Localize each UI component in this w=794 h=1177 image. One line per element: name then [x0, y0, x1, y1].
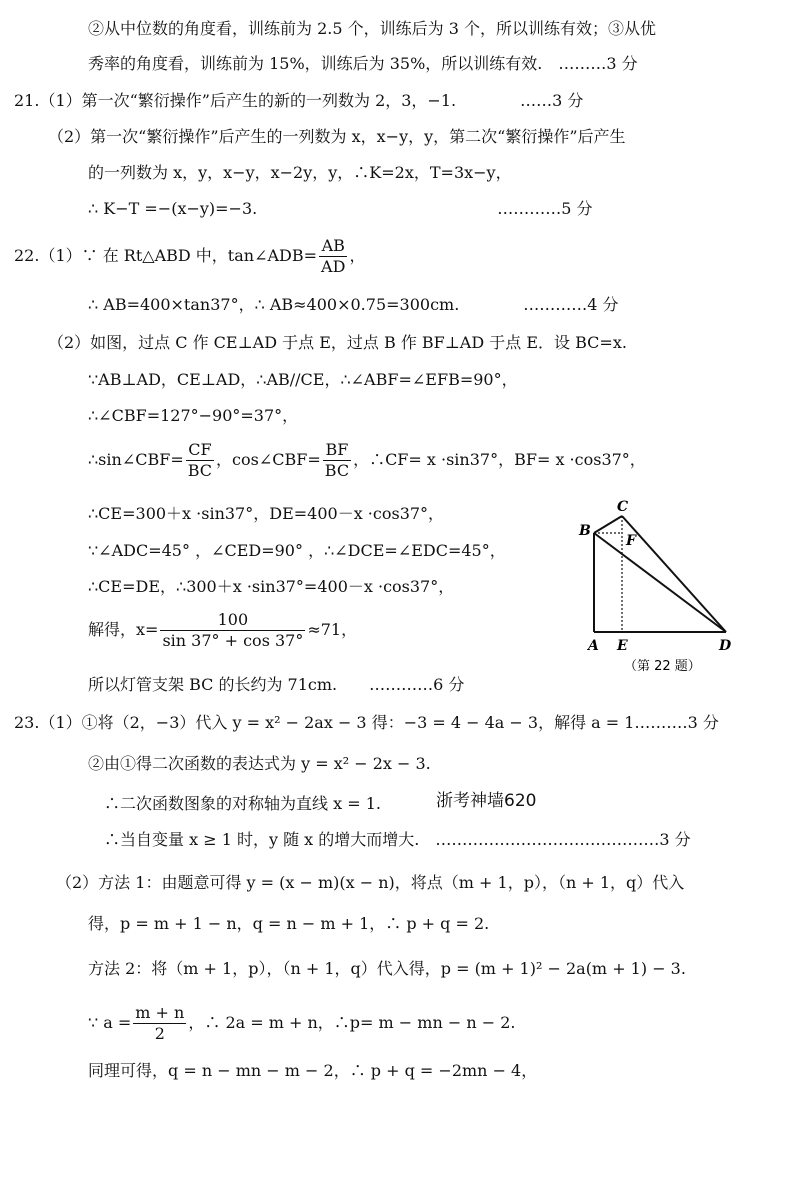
watermark-text: 浙考神墙620: [436, 791, 537, 811]
text-line: ∴ K−T =−(x−y)=−3. …………5 分: [88, 199, 593, 218]
question-23-part-2: （2）方法 1：由题意可得 y = (x − m)(x − n)，将点（m + 1，p），（n + 1，q）代入: [56, 873, 685, 892]
text-line: 同理可得，q = n − mn − m − 2，∴ p + q = −2mn − 4，: [88, 1061, 538, 1080]
question-22-part-2: （2）如图，过点 C 作 CE⊥AD 于点 E，过点 B 作 BF⊥AD 于点 E．设 BC=x.: [48, 333, 627, 352]
denominator: BC: [324, 461, 350, 480]
label-b: B: [579, 523, 591, 539]
numerator: CF: [186, 440, 214, 461]
text-span: ，∴ 2a = m + n，∴p= m − mn − n − 2.: [188, 1013, 516, 1032]
label-c: C: [617, 499, 629, 515]
numerator: 100: [160, 610, 305, 631]
fraction: [133, 1003, 186, 1044]
text-line: ∴当自变量 x ≥ 1 时，y 随 x 的增大而增大. ……………………………………3 分: [104, 830, 691, 849]
label-e: E: [617, 638, 628, 654]
text-span: ∵ a =: [88, 1013, 132, 1032]
text-line: 方法 2：将（m + 1，p），（n + 1，q）代入得，p = (m + 1)² − 2a(m + 1) − 3.: [88, 959, 686, 978]
text-line: 秀率的角度看，训练前为 15%，训练后为 35%，所以训练有效. ………3 分: [88, 54, 638, 73]
denominator: sin 37° + cos 37°: [162, 631, 304, 650]
question-21-part-2: （2）第一次“繁衍操作”后产生的一列数为 x，x−y，y，第二次“繁衍操作”后产生: [48, 127, 626, 146]
numerator: m + n: [135, 1003, 185, 1022]
text-line: ②从中位数的角度看，训练前为 2.5 个，训练后为 3 个，所以训练有效；③从优: [88, 19, 656, 38]
text-line: ∵AB⊥AD，CE⊥AD，∴AB//CE，∴∠ABF=∠EFB=90°，: [88, 370, 518, 389]
text-span: ≈71，: [307, 620, 358, 639]
question-22-part-1: [14, 236, 365, 277]
fraction: [319, 236, 347, 277]
text-line: ∴CE=300＋x ·sin37°，DE=400－x ·cos37°，: [88, 504, 445, 523]
label-a: A: [588, 638, 599, 654]
fraction: [186, 440, 214, 481]
text-span: ，: [349, 246, 366, 265]
text-span: 解得，x=: [88, 620, 159, 639]
text-line: 所以灯管支架 BC 的长约为 71cm. …………6 分: [88, 675, 465, 694]
question-23-part-1: 23.（1）①将（2，−3）代入 y = x² − 2ax − 3 得：−3 = 4 − 4a − 3，解得 a = 1.………3 分: [14, 713, 719, 732]
text-line: ∴二次函数图象的对称轴为直线 x = 1.: [104, 794, 381, 813]
fraction: [323, 440, 351, 481]
denominator: 2: [154, 1024, 165, 1043]
numerator: BF: [323, 440, 351, 461]
text-line: ∴ AB=400×tan37°，∴ AB≈400×0.75=300cm. …………4 分: [88, 295, 619, 314]
text-span: ∴sin∠CBF=: [88, 450, 184, 469]
numerator: AB: [319, 236, 347, 257]
denominator: AD: [321, 257, 346, 276]
text-line: ∴CE=DE，∴300＋x ·sin37°=400－x ·cos37°，: [88, 577, 455, 596]
denominator: BC: [187, 461, 213, 480]
label-f: F: [626, 533, 636, 549]
figure-caption: （第 22 题）: [624, 659, 701, 674]
segment-bc: [594, 516, 622, 533]
label-d: D: [719, 638, 732, 654]
text-line: ∵∠ADC=45° ，∠CED=90° ，∴∠DCE=∠EDC=45°，: [88, 541, 506, 560]
text-line: 得，p = m + 1 − n，q = n − m + 1，∴ p + q = 2.: [88, 914, 490, 933]
geometry-figure: [572, 495, 742, 680]
text-line: [88, 610, 357, 651]
text-span: ，∴CF= x ·sin37°，BF= x ·cos37°，: [353, 450, 646, 469]
text-span: ，cos∠CBF=: [216, 450, 321, 469]
segment-cd: [622, 516, 726, 632]
segment-bd: [594, 533, 726, 632]
text-line: ∴∠CBF=127°−90°=37°，: [88, 406, 299, 425]
text-line: ②由①得二次函数的表达式为 y = x² − 2x − 3.: [88, 754, 431, 773]
text-span: 22.（1）∵ 在 Rt△ABD 中，tan∠ADB=: [14, 246, 318, 265]
fraction: [160, 610, 305, 651]
text-line: [88, 1003, 516, 1044]
question-21-part-1: 21.（1）第一次“繁衍操作”后产生的新的一列数为 2，3，−1. ……3 分: [14, 91, 584, 110]
text-line: 的一列数为 x，y，x−y，x−2y，y，∴K=2x，T=3x−y，: [88, 163, 512, 182]
text-line: [88, 440, 646, 481]
